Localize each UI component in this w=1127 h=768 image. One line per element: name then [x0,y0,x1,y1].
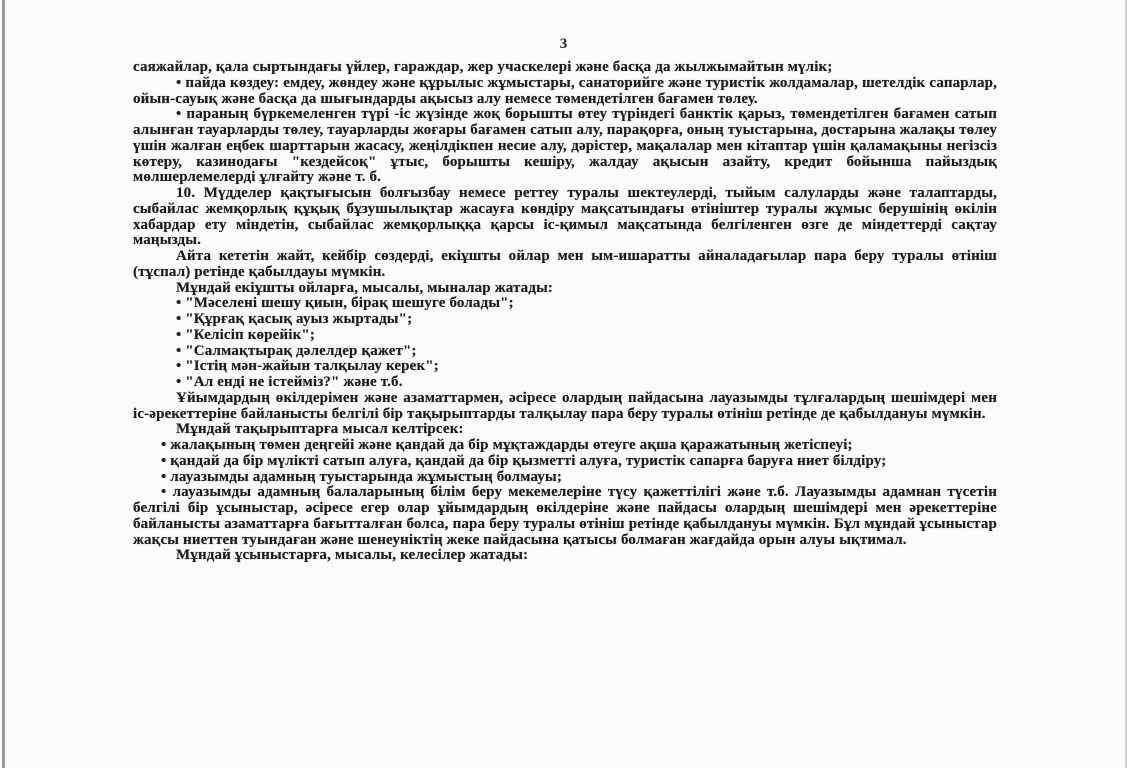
paragraph: • жалақының төмен деңгейі және қандай да бір мұқтаждарды өтеуге ақша қаражатының жетіспеуі; [161,437,853,453]
paragraph: • параның бүркемеленген түрі -іс жүзінде жоқ борышты өтеу түріндегі банктік қарыз, төмендетілген бағамен сатып алынған тауарларды төлеу, тауарларды жоғары бағамен сатып алу, парақорға, оның туыстарына, достарына жалақы төлеу үшін жалған еңбек шарттарын жасасу, жеңілдікпен несие алу, дәрістер, мақалалар мен кітаптар үшін қаламақыны негізсіз көтеру, казинодағы "кездейсоқ" ұтыс, борышты кешіру, жалдау ақысын азайту, кредит бойынша пайыздық мөлшерлемелерді ұлғайту және т. б. [133,106,997,186]
paragraph: Айта кететін жайт, кейбір сөздерді, екіұшты ойлар мен ым-ишаратты айналадағылар пара беру туралы өтініш (тұспал) ретінде қабылдауы мүмкін. [133,248,997,280]
paragraph: • лауазымды адамның туыстарында жұмыстың болмауы; [161,468,563,485]
document-body [133,60,997,564]
paragraph: • "Құрғақ қасық ауыз жыртады"; [176,311,413,327]
page-number: 3 [559,36,568,52]
paragraph: • "Ал енді не істейміз?" және т.б. [176,374,403,390]
paragraph: Мұндай ұсыныстарға, мысалы, келесілер жатады: [176,547,529,564]
paragraph: • "Істің мән-жайын талқылау керек"; [176,358,439,375]
paragraph: Мұндай екіұшты ойларға, мысалы, мыналар жатады: [176,279,554,296]
paragraph: Ұйымдардың өкілдерімен және азаматтармен, әсіресе олардың пайдасына лауазымды тұлғалардың шешімдері мен іс-әрекеттеріне байланысты белгілі бір тақырыптарды талқылау пара беру туралы өтініш ретінде де қабылдануы мүмкін. [133,389,997,422]
paragraph: • "Келісіп көрейік"; [176,326,316,343]
paragraph: • "Салмақтырақ дәлелдер қажет"; [176,342,417,359]
paragraph: саяжайлар, қала сыртындағы үйлер, гараждар, жер учаскелері және басқа да жылжымайтын мүлік; [133,59,833,75]
paragraph: • лауазымды адамның балаларының білім беру мекемелеріне түсу қажеттілігі және т.б. Лауазымды адамнан түсетін белгілі бір ұсыныстар, әсіресе егер олар ұйымдардың өкілдеріне және пайдасы олардың шешімдері мен әрекеттеріне байланысты азаматтарға бағытталған болса, пара беру туралы өтініш ретінде қабылдануы мүмкін. Бұл мұндай ұсыныстар жақсы ниеттен туындаған және шенеуніктің жеке пайдасына қатысы болмаған жағдайда орын алуы ықтимал. [133,484,997,548]
paragraph: • қандай да бір мүлікті сатып алуға, қандай да бір қызметті алуға, туристік сапарға баруға ниет білдіру; [161,452,887,469]
paragraph: 10. Мүдделер қақтығысын болғызбау немесе реттеу туралы шектеулерді, тыйым салуларды және талаптарды, сыбайлас жемқорлық құқық бұзушылықтар жасауға көндіру мақсатындағы өтініштер туралы жұмыс берушінің өкілін хабардар ету міндетін, сыбайлас жемқорлыққа қарсы іс-қимыл мақсатында белгіленген өзге де міндеттерді сақтау маңызды. [133,185,997,249]
paragraph: • "Мәселені шешу қиын, бірақ шешуге болады"; [176,295,514,312]
paragraph: Мұндай тақырыптарға мысал келтірсек: [176,421,464,438]
page-left-edge [2,0,5,768]
paragraph: • пайда көздеу: емдеу, жөндеу және құрылыс жұмыстары, санаторийге және туристік жолдамалар, шетелдік сапарлар, ойын-сауық және басқа да шығындарды ақысыз алу немесе төмендетілген бағамен төлеу. [133,74,997,107]
